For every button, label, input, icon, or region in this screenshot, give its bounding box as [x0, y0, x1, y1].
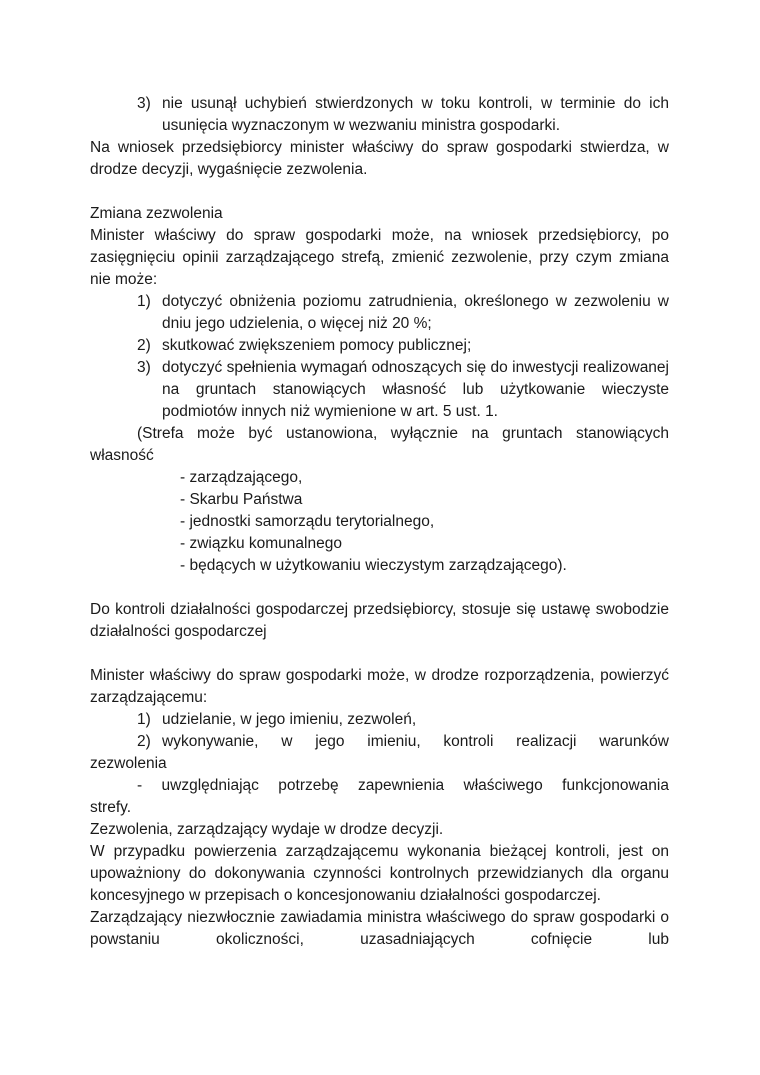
paragraph-decision: Zezwolenia, zarządzający wydaje w drodze decyzji.	[90, 821, 444, 838]
list-item	[90, 335, 669, 357]
paragraph-delegation: Minister właściwy do spraw gospodarki może, w drodze rozporządzenia, powierzyć zarządzającemu:	[90, 667, 669, 706]
list-text: udzielanie, w jego imieniu, zezwoleń,	[162, 711, 417, 728]
paragraph-control: Do kontroli działalności gospodarczej przedsiębiorcy, stosuje się ustawę swobodzie działalności gospodarczej	[90, 601, 669, 640]
paragraph-notification: Zarządzający niezwłocznie zawiadamia ministra właściwego do spraw gospodarki o powstaniu okoliczności, uzasadniających cofnięcie lub	[90, 909, 669, 948]
section-heading-zmiana: Zmiana zezwolenia	[90, 205, 223, 222]
dash-list-item: - Skarbu Państwa	[180, 491, 303, 508]
paragraph-change-permit: Minister właściwy do spraw gospodarki może, na wniosek przedsiębiorcy, po zasięgnięciu opinii zarządzającego strefą, zmienić zezwolenie, przy czym zmiana nie może:	[90, 227, 669, 288]
list-number: 1)	[137, 293, 151, 310]
list-item-3-expiry	[90, 93, 669, 137]
dash-list-item: - będących w użytkowaniu wieczystym zarządzającego).	[180, 557, 567, 574]
list-number: 2)	[137, 733, 151, 750]
list-number: 2)	[137, 337, 151, 354]
list-number: 1)	[137, 711, 151, 728]
list-text: dotyczyć spełnienia wymagań odnoszących się do inwestycji realizowanej na gruntach stanowiących własność lub użytkowanie wieczyste podmiotów innych niż wymienione w art. 5 ust. 1.	[162, 359, 669, 420]
list-text: skutkować zwiększeniem pomocy publicznej;	[162, 337, 472, 354]
list-item-continuation: zezwolenia	[90, 755, 167, 772]
paragraph-expiry-on-request: Na wniosek przedsiębiorcy minister właściwy do spraw gospodarki stwierdza, w drodze decyzji, wygaśnięcie zezwolenia.	[90, 139, 669, 178]
paragraph-considering-line1: - uwzględniając potrzebę zapewnienia właściwego funkcjonowania	[137, 777, 669, 794]
list-text: wykonywanie, w jego imieniu, kontroli realizacji warunków	[162, 733, 669, 750]
list-text: nie usunął uchybień stwierdzonych w toku kontroli, w terminie do ich usunięcia wyznaczonym w wezwaniu ministra gospodarki.	[162, 95, 669, 134]
list-item	[90, 709, 669, 731]
paragraph-zone-line2: własność	[90, 447, 154, 464]
dash-list-item: - związku komunalnego	[180, 535, 342, 552]
dash-list-item: - jednostki samorządu terytorialnego,	[180, 513, 435, 530]
list-item	[90, 731, 669, 753]
list-number: 3)	[137, 359, 151, 376]
list-number: 3)	[137, 95, 151, 112]
list-item	[90, 357, 669, 423]
paragraph-ongoing-control: W przypadku powierzenia zarządzającemu wykonania bieżącej kontroli, jest on upoważniony do dokonywania czynności kontrolnych przewidzianych dla organu koncesyjnego w przepisach o koncesjonowaniu działalności gospodarczej.	[90, 843, 669, 904]
list-text: dotyczyć obniżenia poziomu zatrudnienia, określonego w zezwoleniu w dniu jego udzielenia, o więcej niż 20 %;	[162, 293, 669, 332]
paragraph-considering-line2: strefy.	[90, 799, 132, 816]
dash-list-item: - zarządzającego,	[180, 469, 303, 486]
list-item	[90, 291, 669, 335]
paragraph-zone-line1: (Strefa może być ustanowiona, wyłącznie na gruntach stanowiących	[137, 425, 669, 442]
